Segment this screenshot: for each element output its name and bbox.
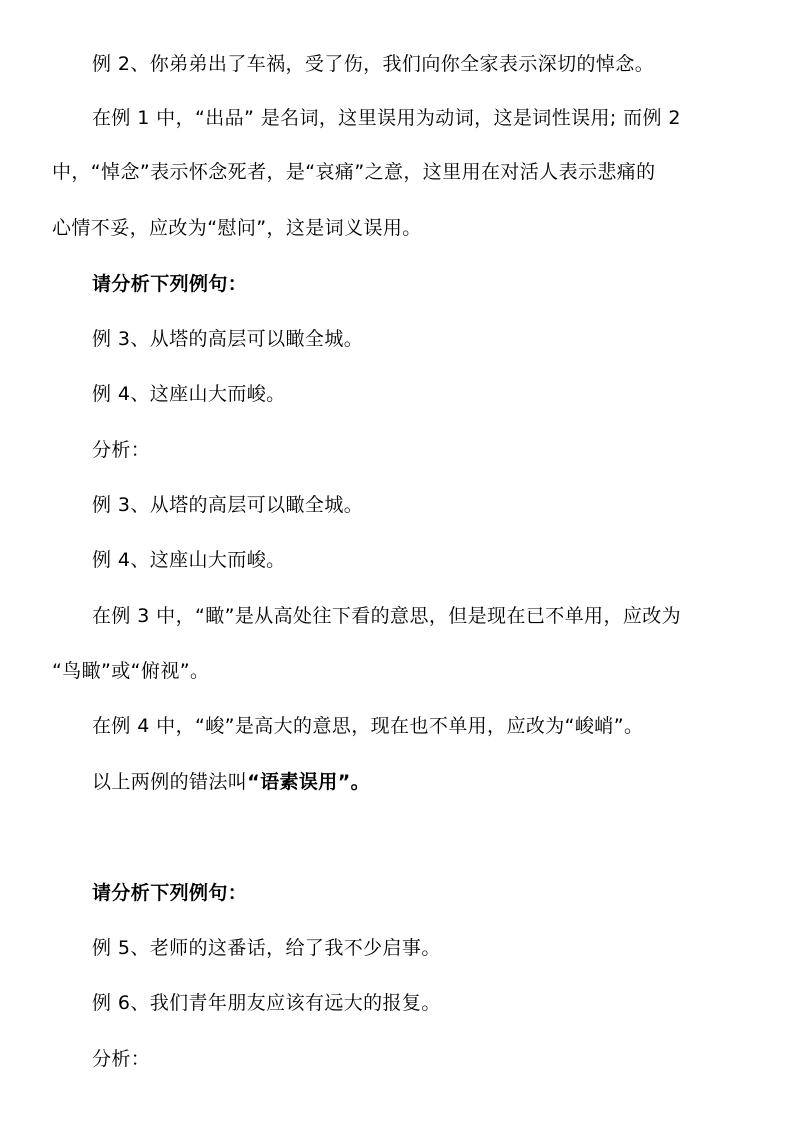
example-3-sentence: 例 3、从塔的高层可以瞰全城。 <box>92 328 364 350</box>
section-heading-1: 请分析下列例句： <box>92 273 248 295</box>
example-3-analysis-line-1: 在例 3 中，“瞰”是从高处往下看的意思，但是现在已不单用，应改为 <box>92 605 682 627</box>
example-4-analysis: 在例 4 中，“峻”是高大的意思，现在也不单用，应改为“峻峭”。 <box>92 715 644 737</box>
analysis-paragraph-line-1: 在例 1 中，“出品” 是名词，这里误用为动词，这是词性误用; 而例 2 <box>92 107 681 129</box>
example-3-analysis-line-2: “鸟瞰”或“俯视”。 <box>52 660 210 682</box>
example-3-sentence-repeat: 例 3、从塔的高层可以瞰全城。 <box>92 494 364 516</box>
section-heading-2: 请分析下列例句： <box>92 882 248 904</box>
example-4-sentence-repeat: 例 4、这座山大而峻。 <box>92 549 286 571</box>
example-6-sentence: 例 6、我们青年朋友应该有远大的报复。 <box>92 992 441 1014</box>
error-type-summary-text: 以上两例的错法叫 <box>92 771 248 793</box>
analysis-label-2: 分析： <box>92 1048 151 1070</box>
analysis-label-1: 分析： <box>92 439 151 461</box>
analysis-paragraph-line-2: 中，“悼念”表示怀念死者，是“哀痛”之意，这里用在对活人表示悲痛的 <box>52 161 656 183</box>
example-4-sentence: 例 4、这座山大而峻。 <box>92 383 286 405</box>
error-type-term: “语素误用”。 <box>247 771 370 793</box>
analysis-paragraph-line-3: 心情不妥，应改为“慰问”，这是词义误用。 <box>52 217 422 239</box>
example-5-sentence: 例 5、老师的这番话，给了我不少启事。 <box>92 937 441 959</box>
error-type-summary <box>92 770 370 794</box>
example-2-sentence: 例 2、你弟弟出了车祸，受了伤，我们向你全家表示深切的悼念。 <box>92 53 655 75</box>
